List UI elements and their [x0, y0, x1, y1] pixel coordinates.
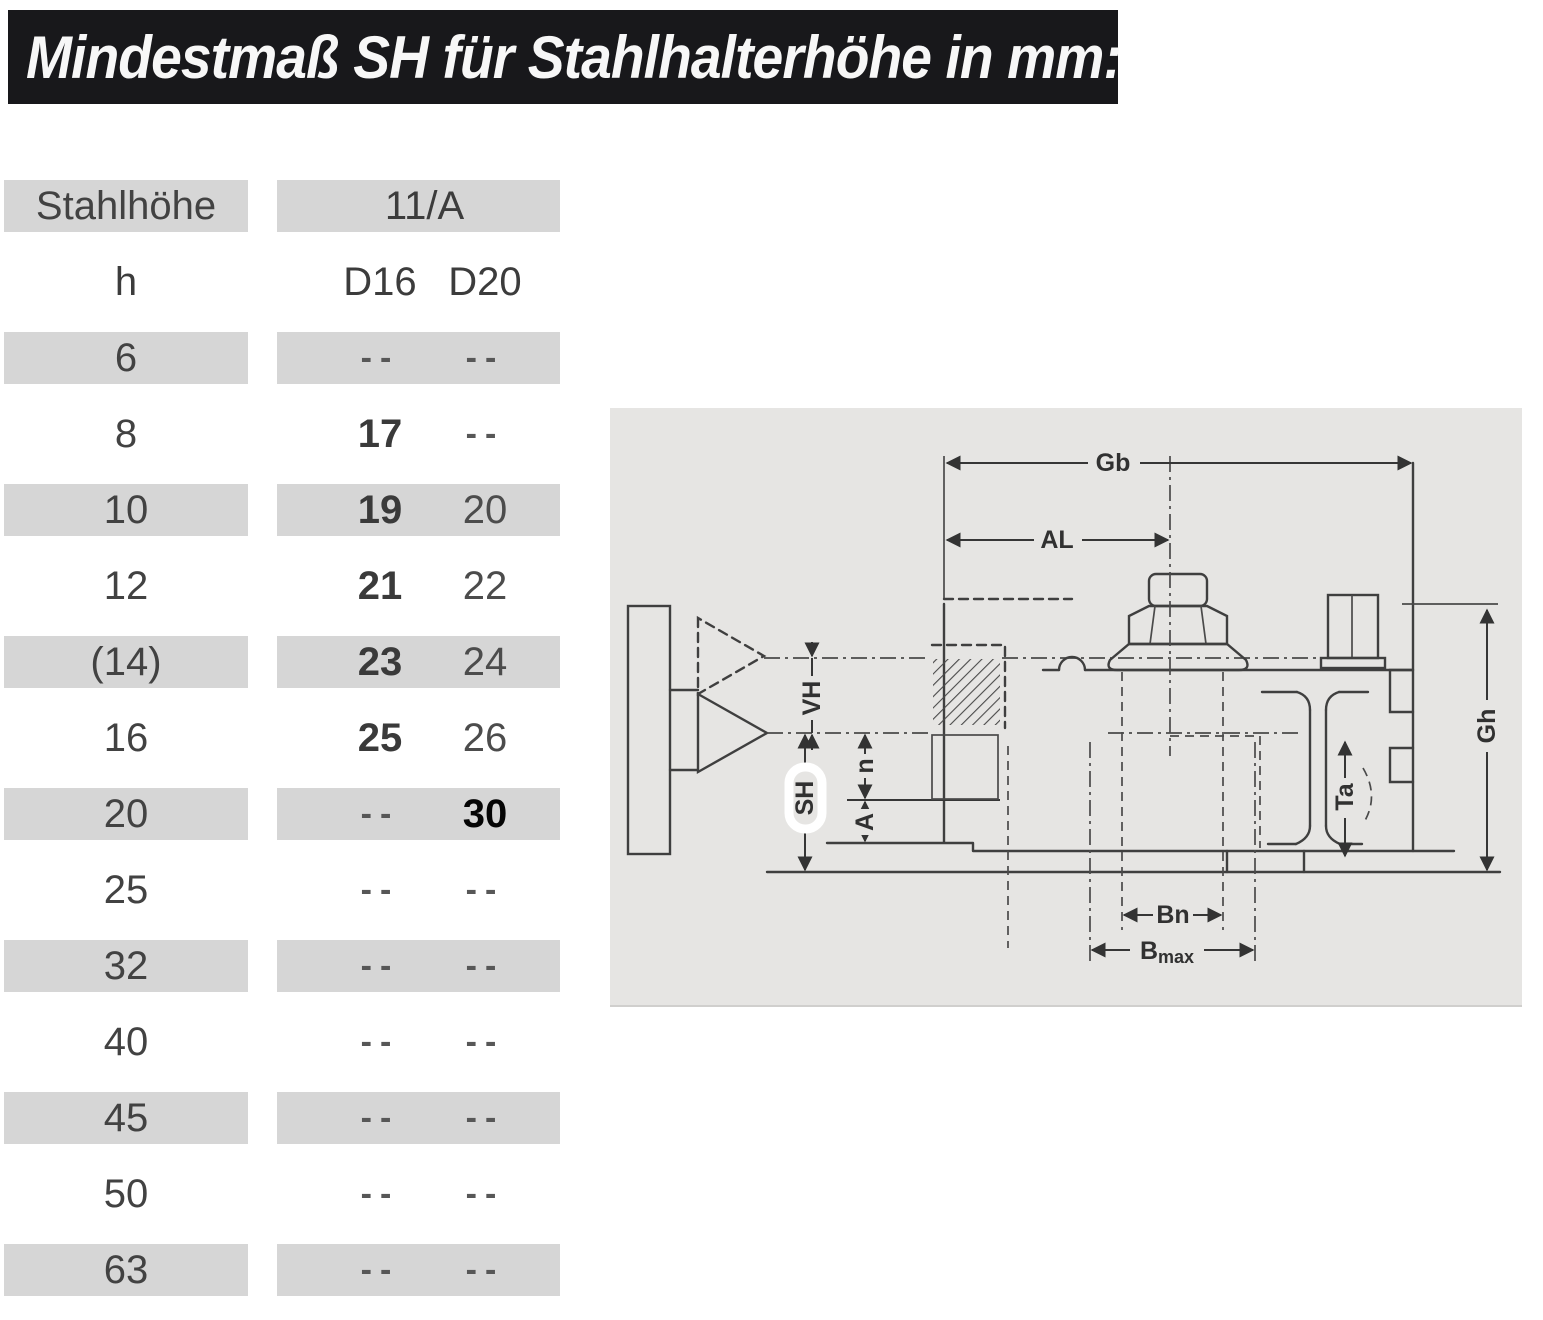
- height-value: 63: [103, 1248, 149, 1292]
- row-values: [277, 636, 560, 688]
- row-height-label: [4, 1092, 248, 1144]
- lower-center-solid: [698, 694, 767, 772]
- row-height-label: [4, 332, 248, 384]
- table-row: [4, 1016, 564, 1068]
- d16-value: --: [360, 1023, 400, 1061]
- tool-post-diagram: [610, 408, 1522, 1005]
- row-height-label: [4, 484, 248, 536]
- dim-label-ta: Ta: [1331, 783, 1359, 811]
- clamp-stud: [1321, 595, 1385, 668]
- row-height-label: [4, 408, 248, 460]
- d20-value: --: [465, 1251, 505, 1289]
- clamp-nut: [1109, 574, 1248, 670]
- d20-value: --: [465, 1175, 505, 1213]
- row-values: [277, 1092, 560, 1144]
- height-value: 45: [103, 1096, 149, 1140]
- row-height-label: [4, 1168, 248, 1220]
- dim-label-al: AL: [1040, 526, 1074, 554]
- d16-value: --: [360, 795, 400, 833]
- height-value: 10: [103, 488, 149, 532]
- row-height-label: [4, 864, 248, 916]
- d16-value: --: [360, 1251, 400, 1289]
- table-rows: [4, 332, 564, 1296]
- row-values: [277, 332, 560, 384]
- table-row: [4, 1244, 564, 1296]
- table-header-row: [4, 180, 564, 232]
- table-row: [4, 484, 564, 536]
- d20-value: 20: [462, 488, 508, 532]
- height-value: 6: [114, 336, 138, 380]
- row-height-label: [4, 940, 248, 992]
- row-height-label: [4, 1016, 248, 1068]
- d16-value: 17: [357, 412, 403, 456]
- subheader-d20: D20: [448, 260, 522, 304]
- table-row: [4, 712, 564, 764]
- height-value: 16: [103, 716, 149, 760]
- row-values: [277, 864, 560, 916]
- d16-value: --: [360, 1175, 400, 1213]
- height-value: 12: [103, 564, 149, 608]
- height-value: 32: [103, 944, 149, 988]
- dim-label-bn: Bn: [1156, 901, 1190, 929]
- row-height-label: [4, 712, 248, 764]
- d20-value: 26: [462, 716, 508, 760]
- d20-value: --: [465, 1099, 505, 1137]
- d16-value: 19: [357, 488, 403, 532]
- col-header-11a: 11/A: [277, 180, 560, 232]
- dim-label-a: A: [851, 812, 879, 832]
- subheader-d16: D16: [343, 260, 417, 304]
- d16-value: 21: [357, 564, 403, 608]
- d16-value: 23: [357, 640, 403, 684]
- d20-value: --: [465, 339, 505, 377]
- hatched-tool-lower: [932, 735, 998, 799]
- dim-label-bmax-sub: max: [1158, 947, 1195, 967]
- height-value: 40: [103, 1020, 149, 1064]
- table-row: [4, 940, 564, 992]
- height-value: 8: [114, 412, 138, 456]
- d16-value: --: [360, 339, 400, 377]
- table-row: [4, 408, 564, 460]
- table-row: [4, 560, 564, 612]
- row-values: [277, 1244, 560, 1296]
- d20-value: --: [465, 871, 505, 909]
- height-value: 20: [103, 792, 149, 836]
- dim-label-sh: SH: [791, 780, 819, 816]
- steel-holder-table: [4, 180, 564, 1320]
- row-values: [277, 712, 560, 764]
- row-height-label: [4, 636, 248, 688]
- dim-label-bmax-base: B: [1139, 937, 1159, 965]
- row-height-label: [4, 788, 248, 840]
- page-title: Mindestmaß SH für Stahlhalterhöhe in mm:: [26, 23, 1121, 91]
- row-height-label: [4, 1244, 248, 1296]
- col-header-stahlhoehe: Stahlhöhe: [4, 180, 248, 232]
- table-row: [4, 788, 564, 840]
- subheader-h: h: [114, 260, 138, 304]
- table-row: [4, 864, 564, 916]
- d20-value: --: [465, 1023, 505, 1061]
- row-values: [277, 1016, 560, 1068]
- dim-label-gb: Gb: [1095, 449, 1131, 477]
- dim-label-gh: Gh: [1473, 708, 1501, 744]
- d20-value: --: [465, 415, 505, 453]
- dim-label-vh: VH: [798, 680, 826, 716]
- d16-value: --: [360, 1099, 400, 1137]
- table-row: [4, 1092, 564, 1144]
- table-subheader-row: [4, 256, 564, 308]
- table-row: [4, 636, 564, 688]
- upper-center-dashed: [698, 618, 764, 694]
- dim-label-n: n: [851, 758, 879, 774]
- t-slot-profile: [1262, 692, 1368, 844]
- row-values: [277, 788, 560, 840]
- row-values: [277, 408, 560, 460]
- d16-value: 25: [357, 716, 403, 760]
- row-values: [277, 560, 560, 612]
- title-banner: [8, 10, 1121, 104]
- row-values: [277, 940, 560, 992]
- diagram-panel: [610, 408, 1522, 1005]
- hatched-tool-upper: [933, 659, 1000, 725]
- height-value: 25: [103, 868, 149, 912]
- table-row: [4, 1168, 564, 1220]
- height-value: 50: [103, 1172, 149, 1216]
- dimension-lines: [789, 449, 1504, 967]
- d16-value: --: [360, 947, 400, 985]
- row-values: [277, 484, 560, 536]
- d20-value: 30: [462, 792, 508, 836]
- d20-value: --: [465, 947, 505, 985]
- table-row: [4, 332, 564, 384]
- d16-value: --: [360, 871, 400, 909]
- d20-value: 22: [462, 564, 508, 608]
- faceplate: [628, 606, 670, 854]
- height-value: (14): [90, 640, 162, 684]
- row-height-label: [4, 560, 248, 612]
- row-values: [277, 1168, 560, 1220]
- d20-value: 24: [462, 640, 508, 684]
